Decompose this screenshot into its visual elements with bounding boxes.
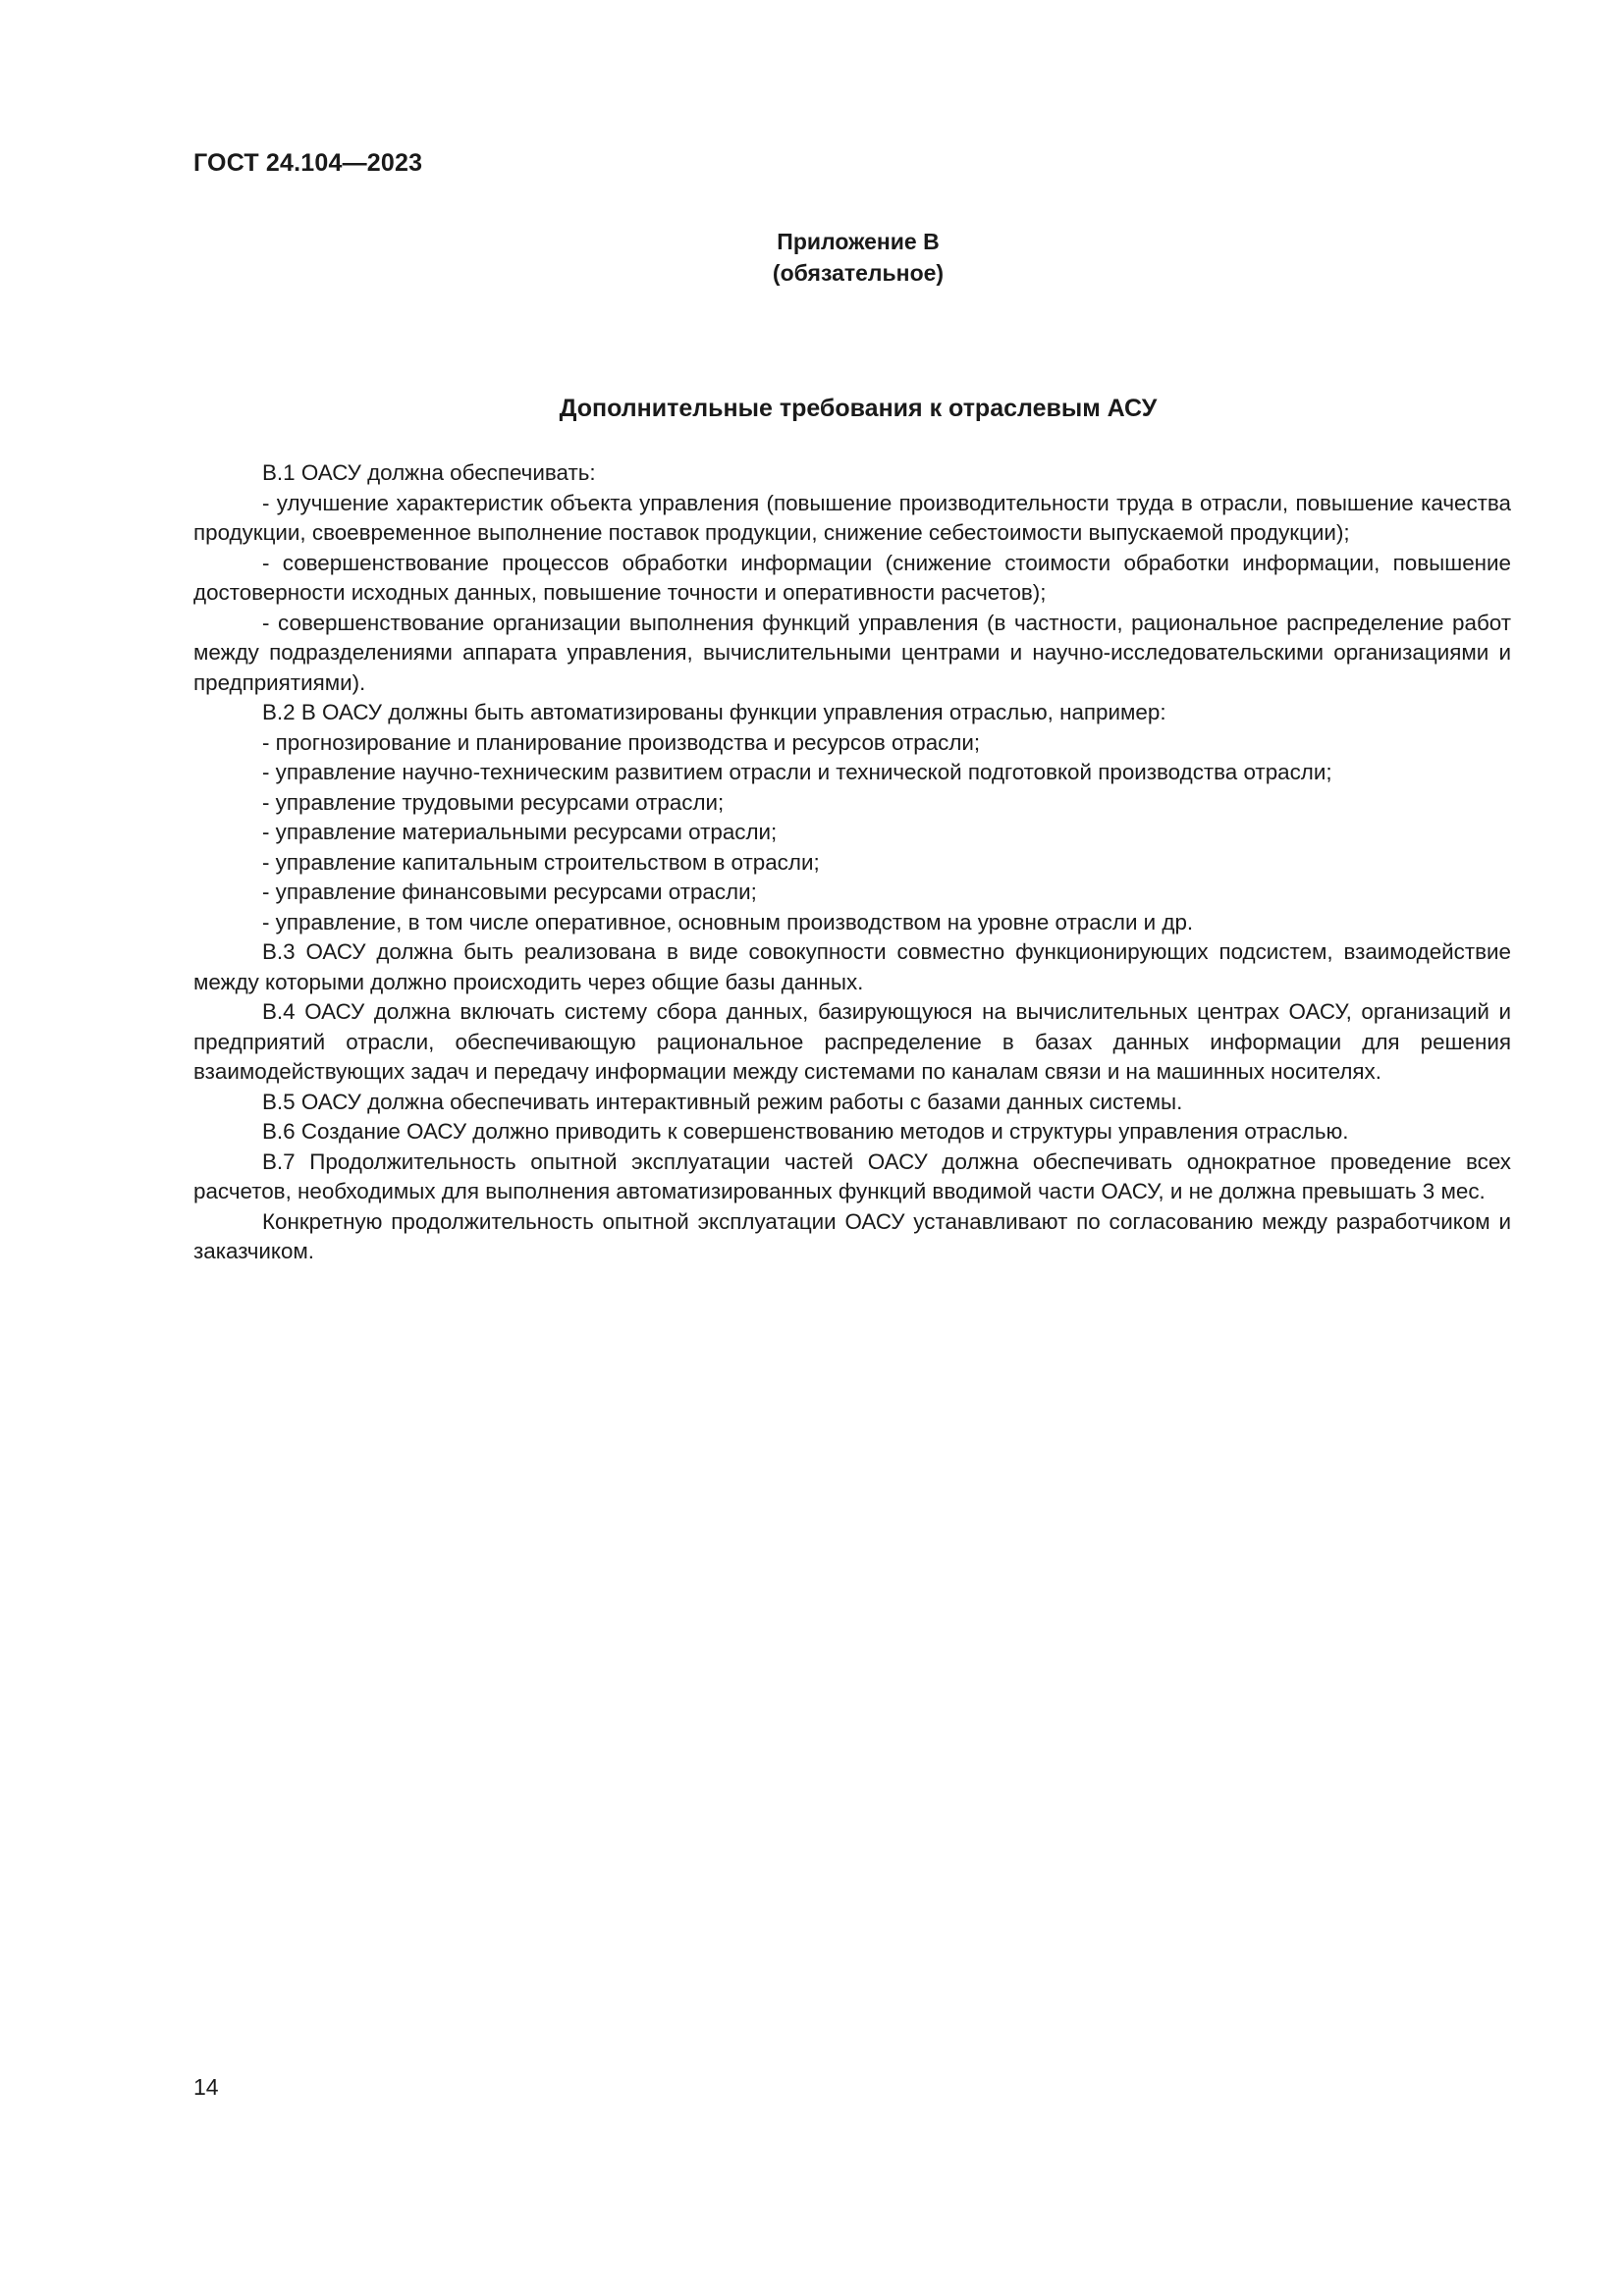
list-item: - улучшение характеристик объекта управления (повышение производительности труда в отрасли, повышение качества продукции, своевременное выполнение поставок продукции, снижение себестоимости выпускаемой продукции); bbox=[193, 490, 1511, 545]
paragraph-b5: В.5 ОАСУ должна обеспечивать интерактивный режим работы с базами данных системы. bbox=[262, 1089, 1183, 1114]
list-item: - управление финансовыми ресурсами отрасли; bbox=[262, 880, 757, 904]
paragraph-b1-intro: В.1 ОАСУ должна обеспечивать: bbox=[262, 460, 596, 485]
document-code: ГОСТ 24.104—2023 bbox=[193, 149, 423, 177]
list-item: - управление научно-техническим развитием отрасли и технической подготовкой производства отрасли; bbox=[262, 760, 1332, 784]
paragraph-b4: В.4 ОАСУ должна включать систему сбора данных, базирующуюся на вычислительных центрах ОАСУ, организаций и предприятий отрасли, обеспечивающую рациональное распределение в базах данных информации для решения взаимодействующих задач и передачу информации между системами по каналам связи и на машинных носителях. bbox=[193, 999, 1511, 1084]
list-item: - совершенствование процессов обработки информации (снижение стоимости обработки информации, повышение достоверности исходных данных, повышение точности и оперативности расчетов); bbox=[193, 550, 1511, 605]
paragraph-b2-intro: В.2 В ОАСУ должны быть автоматизированы функции управления отраслью, например: bbox=[262, 700, 1166, 724]
section-title: Дополнительные требования к отраслевым АСУ bbox=[559, 395, 1158, 422]
paragraph-b6: В.6 Создание ОАСУ должно приводить к совершенствованию методов и структуры управления отраслью. bbox=[262, 1119, 1349, 1144]
list-item: - управление материальными ресурсами отрасли; bbox=[262, 820, 778, 844]
paragraph-b7: В.7 Продолжительность опытной эксплуатации частей ОАСУ должна обеспечивать однократное проведение всех расчетов, необходимых для выполнения автоматизированных функций вводимой части ОАСУ, и не должна превышать 3 мес. bbox=[193, 1148, 1511, 1203]
paragraph-b7-note: Конкретную продолжительность опытной эксплуатации ОАСУ устанавливают по согласованию между разработчиком и заказчиком. bbox=[193, 1208, 1511, 1263]
appendix-title: Приложение В bbox=[777, 229, 940, 254]
list-item: - управление капитальным строительством в отрасли; bbox=[262, 849, 820, 875]
list-item: - управление, в том числе оперативное, основным производством на уровне отрасли и др. bbox=[262, 909, 1194, 934]
list-item: - прогнозирование и планирование производства и ресурсов отрасли; bbox=[262, 729, 981, 755]
list-item: - управление трудовыми ресурсами отрасли; bbox=[262, 789, 725, 815]
appendix-heading bbox=[0, 226, 1624, 289]
paragraph-b3: В.3 ОАСУ должна быть реализована в виде совокупности совместно функционирующих подсистем, взаимодействие между которыми должно происходить через общие базы данных. bbox=[193, 939, 1511, 994]
body-text bbox=[193, 458, 1511, 1267]
list-item: - совершенствование организации выполнения функций управления (в частности, рациональное распределение работ между подразделениями аппарата управления, вычислительными центрами и научно-исследовательскими организациями и предприятиями). bbox=[193, 610, 1511, 695]
appendix-status: (обязательное) bbox=[772, 260, 945, 286]
page-number: 14 bbox=[193, 2074, 219, 2100]
